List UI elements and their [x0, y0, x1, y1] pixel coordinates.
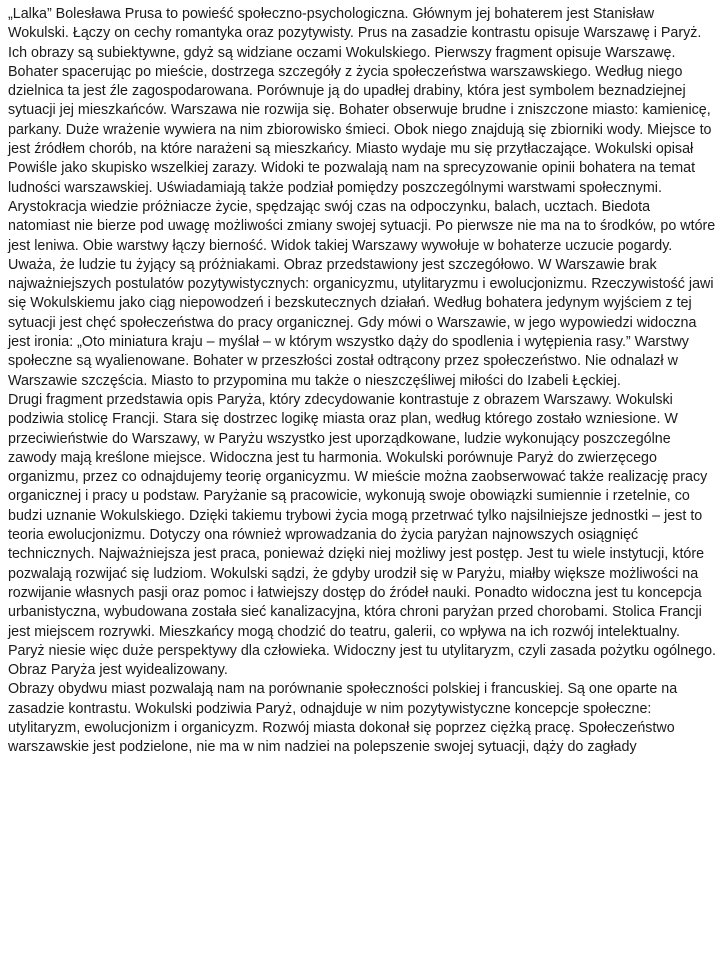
- paragraph-warsaw: „Lalka” Bolesława Prusa to powieść społeczno-psychologiczna. Głównym jej bohaterem jest Stanisław Wokulski. Łączy on cechy romantyka oraz pozytywisty. Prus na zasadzie kontrastu opisuje Warszawę i Paryż. Ich obrazy są subiektywne, gdyż są widziane oczami Wokulskiego. Pierwszy fragment opisuje Warszawę. Bohater spacerując po mieście, dostrzega szczegóły z życia społeczeństwa warszawskiego. Według niego dzielnica ta jest źle zagospodarowana. Porównuje ją do upadłej drabiny, która jest symbolem beznadziejnej sytuacji jej mieszkańców. Warszawa nie rozwija się. Bohater obserwuje brudne i zniszczone miasto: kamienicę, parkany. Duże wrażenie wywiera na nim zbiorowisko śmieci. Obok niego znajdują się zbiorniki wody. Miejsce to jest źródłem chorób, na które narażeni są mieszkańcy. Miasto wydaje mu się przytłaczające. Wokulski opisał Powiśle jako skupisko wszelkiej zarazy. Widoki te pozwalają nam na sprecyzowanie opinii bohatera na temat ludności warszawskiej. Uświadamiają także podział pomiędzy poszczególnymi warstwami społecznymi. Arystokracja wiedzie próżniacze życie, spędzając swój czas na odpoczynku, balach, ucztach. Biedota natomiast nie bierze pod uwagę możliwości zmiany swojej sytuacji. Po pierwsze nie ma na to środków, po wtóre jest leniwa. Obie warstwy łączy bierność. Widok takiej Warszawy wywołuje w bohaterze uczucie pogardy. Uważa, że ludzie tu żyjący są próżniakami. Obraz przedstawiony jest szczegółowo. W Warszawie brak najważniejszych postulatów pozytywistycznych: organicyzmu, utylitaryzmu i ewolucjonizmu. Rzeczywistość jawi się Wokulskiemu jako ciąg niepowodzeń i bezskutecznych działań. Według bohatera jedynym wyjściem z tej sytuacji jest chęć społeczeństwa do pracy organicznej. Gdy mówi o Warszawie, w jego wypowiedzi widoczna jest ironia: „Oto miniatura kraju – myślał – w którym wszystko dąży do spodlenia i wytępienia rasy.” Warstwy społeczne są wyalienowane. Bohater w przeszłości został odtrącony przez społeczeństwo. Nie odnalazł w Warszawie szczęścia. Miasto to przypomina mu także o nieszczęśliwej miłości do Izabeli Łęckiej.: [8, 6, 716, 389]
- paragraph-paris: Drugi fragment przedstawia opis Paryża, który zdecydowanie kontrastuje z obrazem Warszawy. Wokulski podziwia stolicę Francji. Stara się dostrzec logikę miasta oraz plan, według którego zostało wzniesione. W przeciwieństwie do Warszawy, w Paryżu wszystko jest uporządkowane, ludzie wykonujący poszczególne zawody mają kreślone miejsce. Widoczna jest tu harmonia. Wokulski porównuje Paryż do zwierzęcego organizmu, przez co odnajdujemy teorię organicyzmu. W mieście można zaobserwować także realizację pracy organicznej i pracy u podstaw. Paryżanie są pracowicie, wykonują swoje obowiązki sumiennie i rzetelnie, co budzi uznanie Wokulskiego. Dzięki takiemu trybowi życia mogą przetrwać tylko najsilniejsze jednostki – jest to teoria ewolucjonizmu. Dotyczy ona również wprowadzania do życia paryżan najnowszych osiągnięć technicznych. Najważniejsza jest praca, ponieważ dzięki niej możliwy jest postęp. Jest tu wiele instytucji, które pozwalają rozwijać się ludziom. Wokulski sądzi, że gdyby urodził się w Paryżu, miałby większe możliwości na rozwijanie własnych pasji oraz pomoc i łatwiejszy dostęp do źródeł nauki. Ponadto widoczna jest tu koncepcja urbanistyczna, wybudowana została sieć kanalizacyjna, która chroni paryżan przed chorobami. Stolica Francji jest miejscem rozrywki. Mieszkańcy mogą chodzić do teatru, galerii, co wpływa na ich rozwój intelektualny. Paryż niesie więc duże perspektywy dla człowieka. Widoczny jest tu utylitaryzm, czyli zasada pożytku ogólnego. Obraz Paryża jest wyidealizowany.: [8, 391, 717, 679]
- paragraph-comparison: Obrazy obydwu miast pozwalają nam na porównanie społeczności polskiej i francuskiej. Są one oparte na zasadzie kontrastu. Wokulski podziwia Paryż, odnajduje w nim pozytywistyczne koncepcje społeczne: utylitaryzm, ewolucjonizm i organicyzm. Rozwój miasta dokonał się poprzez ciężką pracę. Społeczeństwo warszawskie jest podzielone, nie ma w nim nadziei na polepszenie swojej sytuacji, dąży do zagłady: [8, 681, 678, 756]
- document-page: [8, 5, 716, 758]
